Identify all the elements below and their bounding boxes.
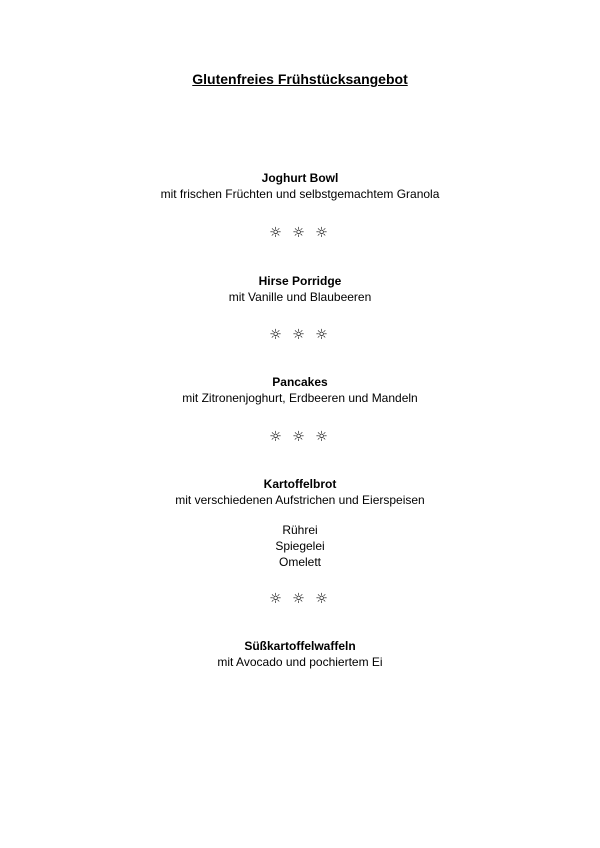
menu-item-name: Joghurt Bowl <box>261 171 339 185</box>
sun-divider: ☼ ☼ ☼ <box>269 327 331 343</box>
menu-item-name: Hirse Porridge <box>258 274 342 288</box>
sun-divider: ☼ ☼ ☼ <box>269 429 331 445</box>
menu-item-pancakes <box>0 374 600 406</box>
menu-item-name: Pancakes <box>272 375 328 389</box>
menu-item-description: mit frischen Früchten und selbstgemachtem Granola <box>160 187 440 201</box>
egg-option: Rührei <box>282 523 318 537</box>
page-title: Glutenfreies Frühstücksangebot <box>192 71 408 87</box>
menu-item-name: Kartoffelbrot <box>263 477 337 491</box>
menu-item-description: mit Vanille und Blaubeeren <box>228 290 372 304</box>
menu-item-hirse-porridge <box>0 273 600 305</box>
menu-item-name: Süßkartoffelwaffeln <box>244 639 356 653</box>
egg-options-list <box>0 522 600 570</box>
sun-divider: ☼ ☼ ☼ <box>269 591 331 607</box>
egg-option: Omelett <box>278 555 321 569</box>
menu-item-description: mit Avocado und pochiertem Ei <box>217 655 383 669</box>
sun-divider: ☼ ☼ ☼ <box>269 225 331 241</box>
menu-item-suesskartoffelwaffeln <box>0 638 600 670</box>
menu-item-kartoffelbrot <box>0 476 600 570</box>
menu-item-description: mit Zitronenjoghurt, Erdbeeren und Mandeln <box>182 391 418 405</box>
menu-item-joghurt-bowl <box>0 170 600 202</box>
menu-item-description: mit verschiedenen Aufstrichen und Eierspeisen <box>175 493 425 507</box>
egg-option: Spiegelei <box>275 539 325 553</box>
